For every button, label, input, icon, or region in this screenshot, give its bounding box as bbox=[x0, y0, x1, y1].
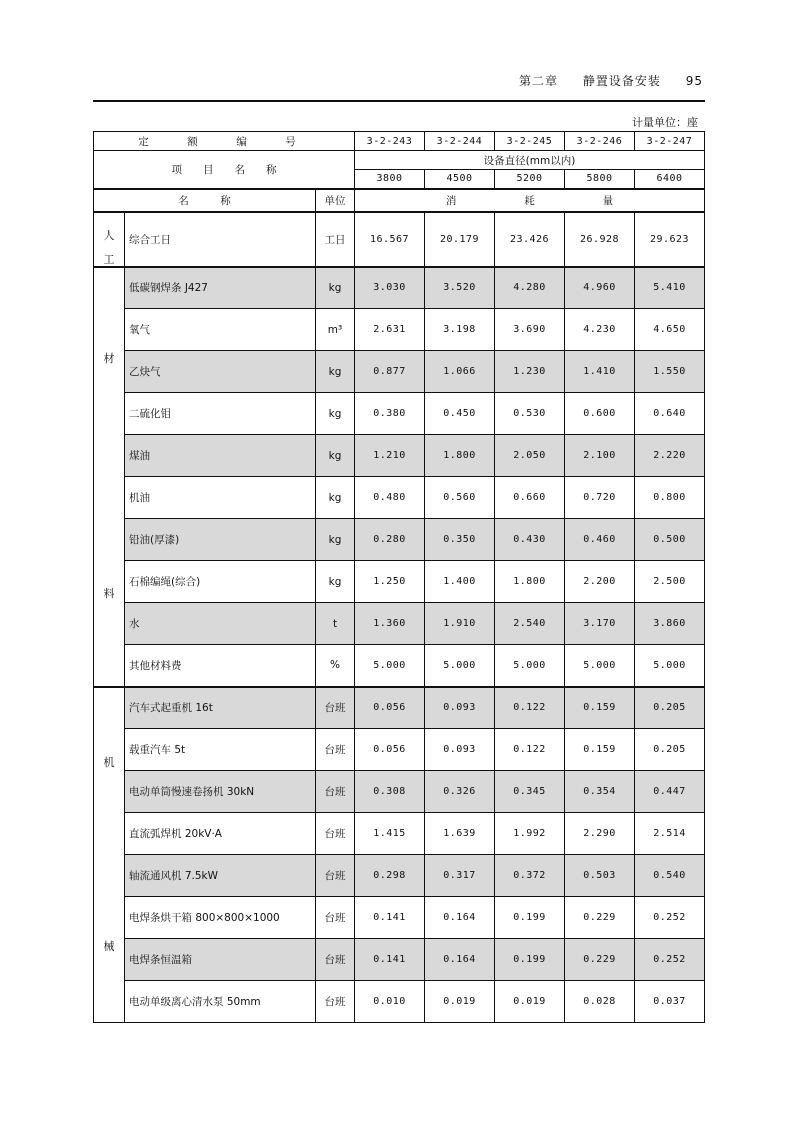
value-cell: 0.460 bbox=[565, 519, 635, 561]
code-cell: 3-2-245 bbox=[495, 132, 565, 151]
value-cell: 0.660 bbox=[495, 477, 565, 519]
value-cell: 3.690 bbox=[495, 309, 565, 351]
value-cell: 0.159 bbox=[565, 729, 635, 771]
value-cell: 4.960 bbox=[565, 267, 635, 309]
value-cell: 0.093 bbox=[425, 729, 495, 771]
item-unit: 台班 bbox=[316, 855, 355, 897]
value-cell: 0.720 bbox=[565, 477, 635, 519]
value-cell: 1.800 bbox=[425, 435, 495, 477]
item-unit: 台班 bbox=[316, 897, 355, 939]
value-cell: 0.199 bbox=[495, 939, 565, 981]
value-cell: 0.205 bbox=[635, 729, 705, 771]
value-cell: 0.877 bbox=[355, 351, 425, 393]
item-name: 综合工日 bbox=[125, 212, 316, 267]
value-cell: 0.372 bbox=[495, 855, 565, 897]
item-unit: 台班 bbox=[316, 771, 355, 813]
item-unit: 台班 bbox=[316, 813, 355, 855]
machine-category-char: 械 bbox=[103, 939, 115, 953]
value-cell: 20.179 bbox=[425, 212, 495, 267]
column-header-row bbox=[94, 189, 705, 212]
value-cell: 1.550 bbox=[635, 351, 705, 393]
machine-row bbox=[94, 855, 705, 897]
item-unit: kg bbox=[316, 393, 355, 435]
machine-row bbox=[94, 729, 705, 771]
value-cell: 4.650 bbox=[635, 309, 705, 351]
value-cell: 0.326 bbox=[425, 771, 495, 813]
item-name: 水 bbox=[125, 603, 316, 645]
value-cell: 1.992 bbox=[495, 813, 565, 855]
item-name: 其他材料费 bbox=[125, 645, 316, 687]
col-name-header: 名 称 bbox=[94, 189, 316, 212]
value-cell: 0.380 bbox=[355, 393, 425, 435]
value-cell: 0.056 bbox=[355, 687, 425, 729]
quota-table bbox=[93, 131, 705, 1023]
value-cell: 0.122 bbox=[495, 729, 565, 771]
value-cell: 1.415 bbox=[355, 813, 425, 855]
value-cell: 0.164 bbox=[425, 939, 495, 981]
diameter-cell: 6400 bbox=[635, 170, 705, 189]
value-cell: 0.317 bbox=[425, 855, 495, 897]
item-unit: kg bbox=[316, 267, 355, 309]
value-cell: 3.520 bbox=[425, 267, 495, 309]
value-cell: 0.122 bbox=[495, 687, 565, 729]
item-unit: % bbox=[316, 645, 355, 687]
material-category bbox=[94, 267, 125, 687]
value-cell: 0.500 bbox=[635, 519, 705, 561]
value-cell: 0.298 bbox=[355, 855, 425, 897]
value-cell: 0.229 bbox=[565, 939, 635, 981]
value-cell: 3.860 bbox=[635, 603, 705, 645]
item-name: 氧气 bbox=[125, 309, 316, 351]
value-cell: 5.410 bbox=[635, 267, 705, 309]
value-cell: 0.350 bbox=[425, 519, 495, 561]
diameter-cell: 5800 bbox=[565, 170, 635, 189]
machine-category-char: 机 bbox=[103, 755, 115, 769]
machine-row bbox=[94, 897, 705, 939]
item-unit: kg bbox=[316, 519, 355, 561]
value-cell: 1.800 bbox=[495, 561, 565, 603]
value-cell: 0.056 bbox=[355, 729, 425, 771]
labor-category bbox=[94, 212, 125, 267]
value-cell: 0.540 bbox=[635, 855, 705, 897]
value-cell: 0.159 bbox=[565, 687, 635, 729]
value-cell: 0.010 bbox=[355, 981, 425, 1023]
material-row bbox=[94, 519, 705, 561]
material-row bbox=[94, 645, 705, 687]
item-unit: kg bbox=[316, 435, 355, 477]
machine-category bbox=[94, 687, 125, 1023]
item-name: 铅油(厚漆) bbox=[125, 519, 316, 561]
item-unit: kg bbox=[316, 561, 355, 603]
value-cell: 4.280 bbox=[495, 267, 565, 309]
item-unit: kg bbox=[316, 351, 355, 393]
item-unit: t bbox=[316, 603, 355, 645]
item-name: 二硫化钼 bbox=[125, 393, 316, 435]
value-cell: 2.540 bbox=[495, 603, 565, 645]
value-cell: 0.019 bbox=[495, 981, 565, 1023]
page-number: 95 bbox=[685, 74, 703, 88]
value-cell: 2.631 bbox=[355, 309, 425, 351]
item-name: 电动单筒慢速卷扬机 30kN bbox=[125, 771, 316, 813]
value-cell: 3.198 bbox=[425, 309, 495, 351]
item-unit: 台班 bbox=[316, 729, 355, 771]
item-name-label: 项 目 名 称 bbox=[94, 151, 355, 189]
value-cell: 5.000 bbox=[565, 645, 635, 687]
value-cell: 2.500 bbox=[635, 561, 705, 603]
value-cell: 0.503 bbox=[565, 855, 635, 897]
labor-category-char: 工 bbox=[103, 253, 115, 267]
value-cell: 1.360 bbox=[355, 603, 425, 645]
value-cell: 1.210 bbox=[355, 435, 425, 477]
item-name: 电焊条烘干箱 800×800×1000 bbox=[125, 897, 316, 939]
value-cell: 0.280 bbox=[355, 519, 425, 561]
value-cell: 2.290 bbox=[565, 813, 635, 855]
value-cell: 0.640 bbox=[635, 393, 705, 435]
value-cell: 5.000 bbox=[355, 645, 425, 687]
item-name: 乙炔气 bbox=[125, 351, 316, 393]
value-cell: 0.019 bbox=[425, 981, 495, 1023]
machine-row bbox=[94, 687, 705, 729]
value-cell: 0.530 bbox=[495, 393, 565, 435]
diameter-cell: 4500 bbox=[425, 170, 495, 189]
value-cell: 2.220 bbox=[635, 435, 705, 477]
item-unit: kg bbox=[316, 477, 355, 519]
item-unit: 台班 bbox=[316, 981, 355, 1023]
item-name: 汽车式起重机 16t bbox=[125, 687, 316, 729]
chapter-title: 第二章 bbox=[519, 74, 559, 88]
value-cell: 1.400 bbox=[425, 561, 495, 603]
item-name: 轴流通风机 7.5kW bbox=[125, 855, 316, 897]
item-unit: m³ bbox=[316, 309, 355, 351]
item-name: 电动单级离心清水泵 50mm bbox=[125, 981, 316, 1023]
labor-row bbox=[94, 212, 705, 267]
page-header bbox=[519, 72, 703, 89]
col-unit-header: 单位 bbox=[316, 189, 355, 212]
code-row bbox=[94, 132, 705, 151]
value-cell: 2.100 bbox=[565, 435, 635, 477]
item-unit: 工日 bbox=[316, 212, 355, 267]
item-unit: 台班 bbox=[316, 939, 355, 981]
value-cell: 0.093 bbox=[425, 687, 495, 729]
machine-row bbox=[94, 939, 705, 981]
material-row bbox=[94, 561, 705, 603]
code-cell: 3-2-246 bbox=[565, 132, 635, 151]
diameter-cell: 3800 bbox=[355, 170, 425, 189]
value-cell: 0.229 bbox=[565, 897, 635, 939]
header-rule bbox=[93, 100, 705, 102]
diameter-label-row bbox=[94, 151, 705, 170]
value-cell: 0.205 bbox=[635, 687, 705, 729]
item-name: 石棉编绳(综合) bbox=[125, 561, 316, 603]
value-cell: 0.600 bbox=[565, 393, 635, 435]
diameter-label: 设备直径(mm以内) bbox=[355, 151, 705, 170]
consumption-header bbox=[355, 189, 705, 212]
value-cell: 16.567 bbox=[355, 212, 425, 267]
code-cell: 3-2-243 bbox=[355, 132, 425, 151]
item-name: 低碳钢焊条 J427 bbox=[125, 267, 316, 309]
consumption-char: 耗 bbox=[524, 194, 535, 207]
value-cell: 0.252 bbox=[635, 897, 705, 939]
machine-row bbox=[94, 771, 705, 813]
value-cell: 1.410 bbox=[565, 351, 635, 393]
value-cell: 0.560 bbox=[425, 477, 495, 519]
value-cell: 1.639 bbox=[425, 813, 495, 855]
consumption-char: 量 bbox=[602, 194, 614, 207]
value-cell: 0.028 bbox=[565, 981, 635, 1023]
section-title: 静置设备安装 bbox=[582, 74, 661, 88]
value-cell: 2.200 bbox=[565, 561, 635, 603]
value-cell: 0.430 bbox=[495, 519, 565, 561]
value-cell: 0.252 bbox=[635, 939, 705, 981]
material-row bbox=[94, 435, 705, 477]
item-name: 直流弧焊机 20kV·A bbox=[125, 813, 316, 855]
value-cell: 1.910 bbox=[425, 603, 495, 645]
value-cell: 0.450 bbox=[425, 393, 495, 435]
consumption-char: 消 bbox=[445, 194, 457, 207]
material-category-char: 料 bbox=[103, 587, 115, 601]
value-cell: 0.800 bbox=[635, 477, 705, 519]
material-row bbox=[94, 267, 705, 309]
value-cell: 0.480 bbox=[355, 477, 425, 519]
value-cell: 23.426 bbox=[495, 212, 565, 267]
value-cell: 0.141 bbox=[355, 897, 425, 939]
value-cell: 4.230 bbox=[565, 309, 635, 351]
unit-label: 计量单位：座 bbox=[632, 116, 698, 129]
material-row bbox=[94, 603, 705, 645]
value-cell: 1.250 bbox=[355, 561, 425, 603]
value-cell: 0.447 bbox=[635, 771, 705, 813]
value-cell: 0.141 bbox=[355, 939, 425, 981]
item-name: 机油 bbox=[125, 477, 316, 519]
material-row bbox=[94, 477, 705, 519]
value-cell: 5.000 bbox=[425, 645, 495, 687]
value-cell: 0.354 bbox=[565, 771, 635, 813]
value-cell: 5.000 bbox=[495, 645, 565, 687]
value-cell: 3.030 bbox=[355, 267, 425, 309]
machine-row bbox=[94, 813, 705, 855]
item-name: 载重汽车 5t bbox=[125, 729, 316, 771]
material-category-char: 材 bbox=[103, 351, 115, 365]
value-cell: 29.623 bbox=[635, 212, 705, 267]
value-cell: 2.050 bbox=[495, 435, 565, 477]
value-cell: 26.928 bbox=[565, 212, 635, 267]
item-name: 煤油 bbox=[125, 435, 316, 477]
value-cell: 0.308 bbox=[355, 771, 425, 813]
material-row bbox=[94, 351, 705, 393]
diameter-cell: 5200 bbox=[495, 170, 565, 189]
value-cell: 0.199 bbox=[495, 897, 565, 939]
value-cell: 2.514 bbox=[635, 813, 705, 855]
code-cell: 3-2-247 bbox=[635, 132, 705, 151]
labor-category-char: 人 bbox=[103, 229, 115, 242]
value-cell: 1.230 bbox=[495, 351, 565, 393]
quota-label: 定 额 编 号 bbox=[94, 132, 355, 151]
item-unit: 台班 bbox=[316, 687, 355, 729]
value-cell: 3.170 bbox=[565, 603, 635, 645]
value-cell: 0.037 bbox=[635, 981, 705, 1023]
item-name: 电焊条恒温箱 bbox=[125, 939, 316, 981]
value-cell: 1.066 bbox=[425, 351, 495, 393]
value-cell: 0.164 bbox=[425, 897, 495, 939]
material-row bbox=[94, 309, 705, 351]
machine-row bbox=[94, 981, 705, 1023]
value-cell: 5.000 bbox=[635, 645, 705, 687]
material-row bbox=[94, 393, 705, 435]
code-cell: 3-2-244 bbox=[425, 132, 495, 151]
value-cell: 0.345 bbox=[495, 771, 565, 813]
